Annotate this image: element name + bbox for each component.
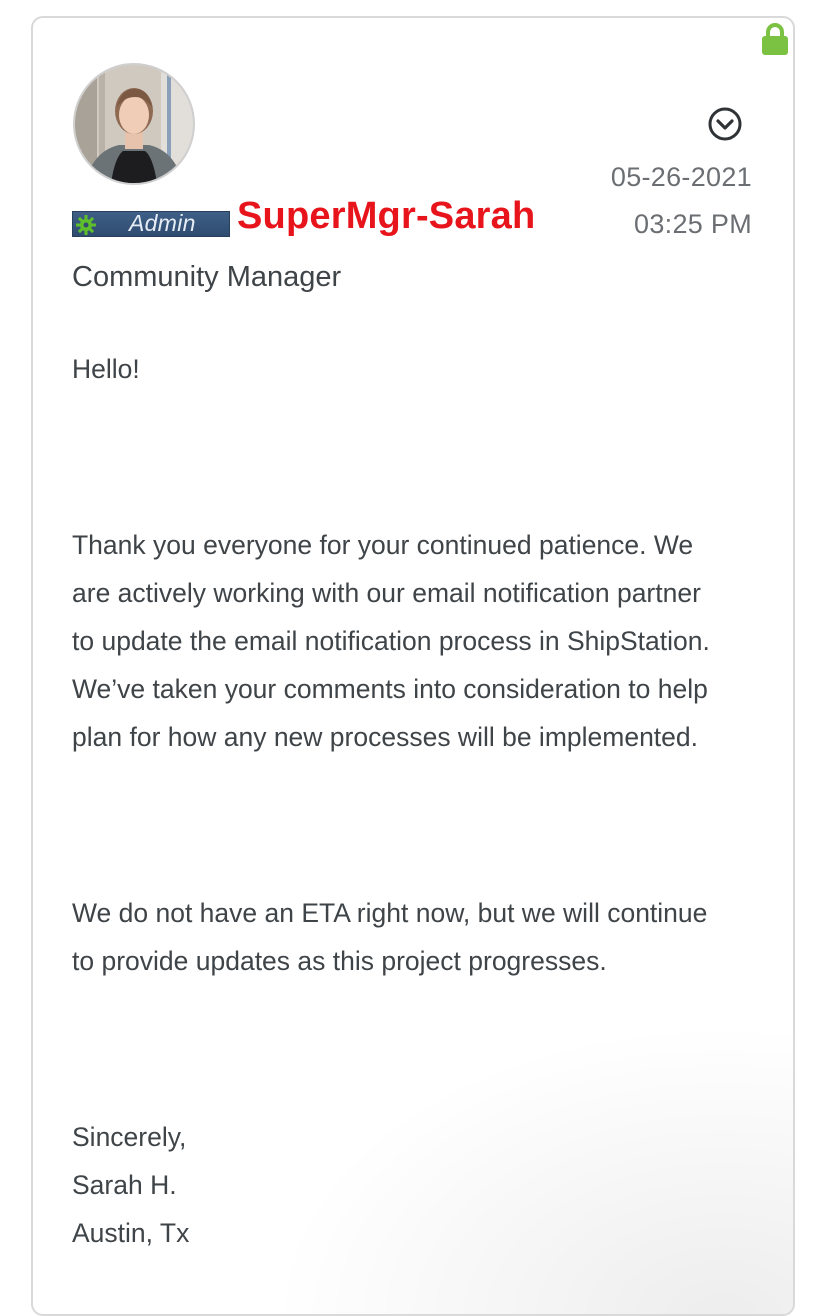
paragraph-line: are actively working with our email notification partner — [72, 578, 701, 608]
paragraph-line: to provide updates as this project progresses. — [72, 946, 607, 976]
signature-location: Austin, Tx — [72, 1218, 190, 1248]
avatar-photo — [75, 65, 193, 183]
paragraph-line: Thank you everyone for your continued patience. We — [72, 530, 694, 560]
author-username[interactable]: SuperMgr-Sarah — [237, 195, 536, 237]
post-card — [31, 16, 795, 1316]
signoff: Sincerely, — [72, 1122, 187, 1152]
paragraph-line: We do not have an ETA right now, but we will continue — [72, 898, 708, 928]
post-time: 03:25 PM — [634, 209, 752, 239]
rank-badge — [72, 211, 230, 237]
post-date: 05-26-2021 — [610, 162, 752, 192]
options-menu-icon[interactable] — [707, 106, 743, 142]
paragraph-line: to update the email notification process in ShipStation. — [72, 626, 710, 656]
avatar[interactable] — [73, 63, 195, 185]
greeting: Hello! — [72, 354, 140, 384]
signature-name: Sarah H. — [72, 1170, 177, 1200]
paragraph-line: plan for how any new processes will be implemented. — [72, 722, 699, 752]
lock-icon — [760, 22, 790, 56]
paragraph-line: We’ve taken your comments into consideration to help — [72, 674, 708, 704]
gear-icon — [75, 214, 97, 236]
author-role: Community Manager — [72, 261, 342, 293]
rank-label: Admin — [129, 210, 196, 236]
